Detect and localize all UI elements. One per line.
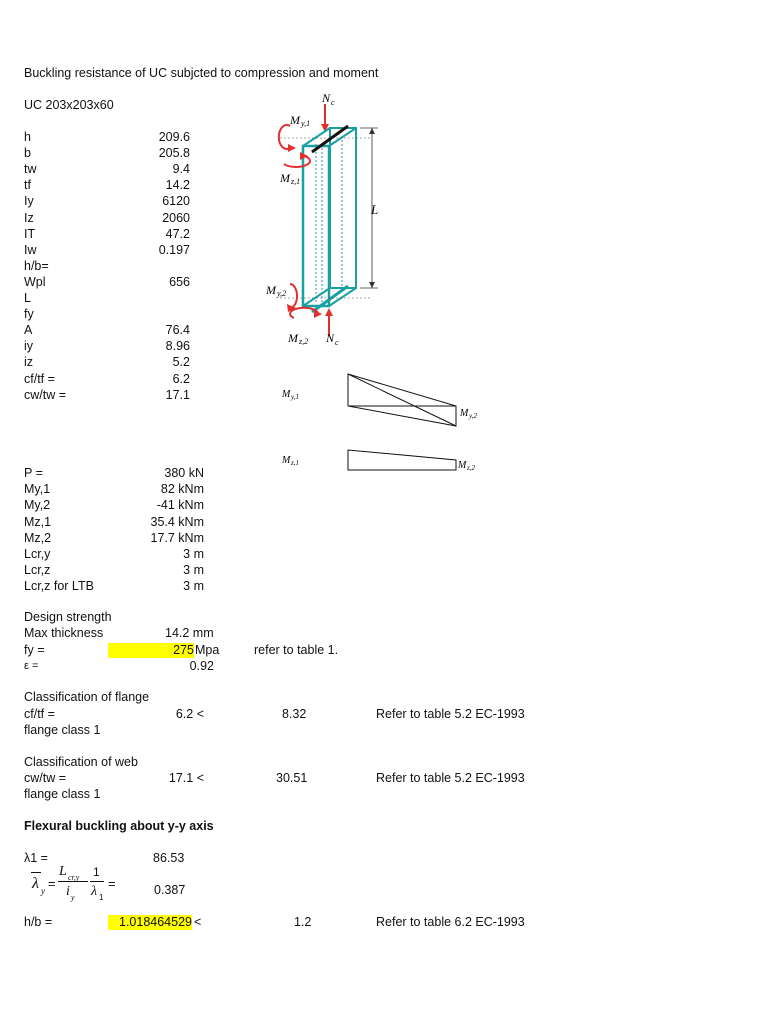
hb-limit: 1.2 [294,915,312,929]
slenderness-formula: λ y = L cr,y i y 1 λ 1 = [32,864,116,902]
properties-value: 9.4 [172,162,190,177]
section-name: UC 203x203x60 [24,98,114,112]
lambda1-value: 86.53 [153,851,185,865]
fy-note: refer to table 1. [254,643,339,657]
loads-label: Lcr,z [24,563,51,578]
hb-note: Refer to table 6.2 EC-1993 [376,915,525,929]
svg-text:y,1: y,1 [301,119,311,128]
flange-ratio-label: cf/tf = [24,707,55,721]
properties-value: 6120 [162,194,190,209]
hb-value: 1.018464529 [108,915,192,930]
svg-text:y,2: y,2 [277,289,287,298]
svg-text:z,1: z,1 [291,177,301,186]
properties-label: A [24,323,33,338]
web-ratio-value: 17.1 < [168,771,204,785]
fy-label: fy = [24,643,45,657]
flange-ratio-value: 6.2 < [175,707,204,721]
epsilon-label: ε = [24,660,39,672]
column-diagram [260,86,400,346]
lambda1-label: λ1 = [24,851,48,865]
max-thickness-value: 14.2 mm [165,626,214,640]
flange-class: flange class 1 [24,723,101,737]
loads-value: 82 kNm [160,482,204,497]
svg-text:c: c [335,338,339,346]
properties-value: 205.8 [158,146,190,161]
loads-label: My,2 [24,498,51,513]
max-thickness-label: Max thickness [24,626,104,640]
properties-label: Iz [24,210,34,225]
properties-value: 17.1 [165,387,190,402]
loads-value: -41 kNm [156,498,204,513]
properties-label: iy [24,339,34,354]
length-label: L [371,202,379,217]
properties-value: 0.197 [158,242,190,257]
properties-value: 5.2 [172,355,190,370]
properties-label: tf [24,178,31,193]
loads-value: 3 m [183,547,204,561]
svg-text:M: M [458,460,467,471]
svg-text:y,2: y,2 [469,412,477,420]
properties-value: 76.4 [165,323,190,338]
web-heading: Classification of web [24,755,138,769]
loads-label: Mz,2 [24,530,52,545]
properties-label: tw [24,162,37,177]
fy-unit: Mpa [195,643,220,657]
flange-limit: 8.32 [282,707,307,721]
properties-label: Iw [24,242,37,257]
svg-text:M: M [282,389,291,400]
loads-label: Lcr,z for LTB [24,579,94,594]
epsilon-value: 0.92 [189,659,214,673]
loads-label: Lcr,y [24,547,51,561]
properties-label: fy [24,307,34,322]
properties-value: 47.2 [165,226,190,241]
properties-value: 656 [169,274,190,289]
loads-label: P = [24,466,43,480]
hb-operator: < [194,915,202,929]
my1-label: M [290,113,300,127]
page-title: Buckling resistance of UC subjcted to compression and moment [24,66,379,80]
loads-label: Mz,1 [24,514,52,529]
fy-value: 275 [108,643,194,658]
nc-top-label: N [322,91,331,105]
properties-label: Wpl [24,274,46,289]
svg-text:c: c [331,98,335,107]
svg-text:z,2: z,2 [299,337,309,346]
loads-value: 3 m [183,579,204,594]
lambda-bar-value: 0.387 [154,883,186,897]
web-ratio-label: cw/tw = [24,771,67,785]
properties-value: 6.2 [172,371,190,386]
svg-text:z,2: z,2 [467,464,475,472]
properties-label: h [24,130,31,144]
properties-label: IT [24,226,36,241]
web-limit: 30.51 [276,771,308,785]
svg-text:M: M [282,455,291,466]
mz-moment-diagram [278,446,518,476]
svg-text:z,1: z,1 [291,459,299,467]
loads-value: 3 m [183,563,204,578]
properties-value: 14.2 [165,178,190,193]
properties-label: h/b= [24,258,49,273]
design-strength-heading: Design strength [24,610,112,624]
svg-text:y,1: y,1 [291,393,299,401]
mz2-label: M [288,331,298,345]
properties-value: 8.96 [165,339,190,354]
flange-note: Refer to table 5.2 EC-1993 [376,707,525,721]
properties-label: L [24,291,31,305]
my2-label: M [266,283,276,297]
loads-label: My,1 [24,482,51,497]
svg-text:M: M [460,408,469,419]
web-class: flange class 1 [24,787,101,801]
properties-value: 2060 [162,210,190,225]
properties-label: Iy [24,194,34,209]
loads-value: 17.7 kNm [150,530,204,545]
properties-label: cf/tf = [24,371,55,386]
nc-bottom-label: N [326,331,335,345]
loads-value: 380 kN [164,466,204,480]
flange-heading: Classification of flange [24,690,150,704]
web-note: Refer to table 5.2 EC-1993 [376,771,525,785]
properties-value: 209.6 [158,130,190,144]
properties-label: b [24,146,31,161]
hb-label: h/b = [24,915,53,929]
properties-label: iz [24,355,34,370]
my-moment-diagram [278,370,518,430]
mz1-label: M [280,171,290,185]
properties-label: cw/tw = [24,387,67,402]
flexural-heading: Flexural buckling about y-y axis [24,819,214,833]
loads-value: 35.4 kNm [150,514,204,529]
